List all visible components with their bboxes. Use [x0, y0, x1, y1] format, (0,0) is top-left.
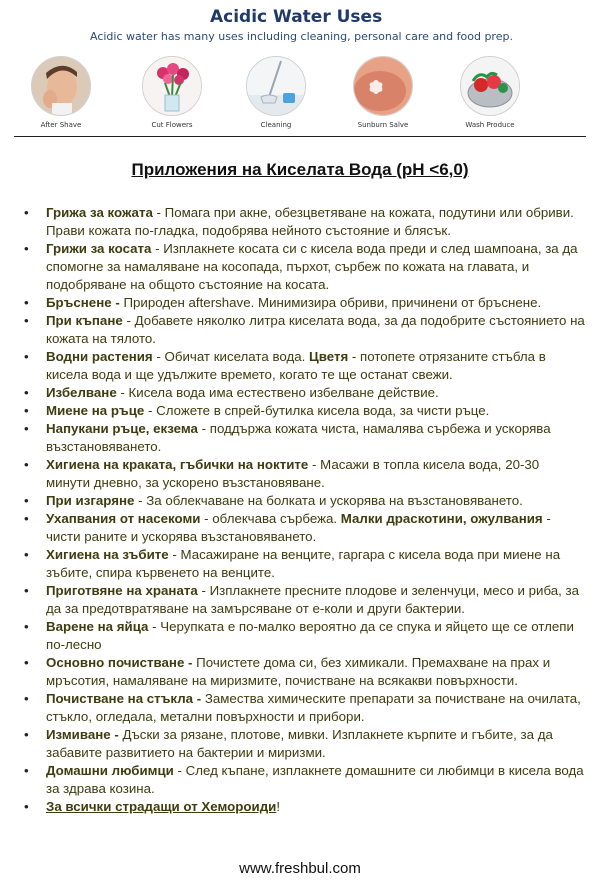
document-title: Приложения на Киселата Вода (pH <6,0)	[131, 160, 469, 179]
item-text: - Масажи в топла кисела вода, 20-30 минути дневно, за ускорено възстановяване.	[46, 457, 540, 490]
category-cleaning	[228, 56, 324, 129]
item-heading: Хигиена на зъбите	[46, 547, 169, 562]
list-item	[20, 384, 586, 402]
list-item	[20, 762, 586, 798]
cleaning-mop-icon	[246, 56, 306, 116]
item-subheading: Малки драскотини, ожулвания	[340, 511, 543, 526]
category-after-shave	[13, 56, 109, 129]
list-item	[20, 402, 586, 420]
item-heading: Миене на ръце	[46, 403, 145, 418]
item-heading: Избелване	[46, 385, 117, 400]
list-item	[20, 510, 586, 546]
list-item	[20, 312, 586, 348]
list-item	[20, 726, 586, 762]
item-text: - поддържа кожата чиста, намалява сърбежа и ускорява възстановяването.	[46, 421, 551, 454]
item-heading: Грижи за косата	[46, 241, 152, 256]
item-text: Замества химическите препарати за почистване на очилата, стъкло, огледала, метални повърхности и прибори.	[46, 691, 581, 724]
category-label: Wash Produce	[465, 121, 515, 129]
item-heading: Хигиена на краката, гъбички на ноктите	[46, 457, 309, 472]
sunburn-shoulder-icon	[353, 56, 413, 116]
category-label: Cleaning	[260, 121, 292, 129]
item-text: Почистете дома си, без химикали. Премахване на прах и мръсотия, намаляване на миризмите, почистване на всякакви повърхности.	[46, 655, 551, 688]
item-heading: Ухапвания от насекоми	[46, 511, 201, 526]
item-text: - Изплакнете пресните плодове и зеленчуци, месо и риба, за да за предотвратяване на замърсяване от е-коли и други бактерии.	[46, 583, 580, 616]
list-item	[20, 618, 586, 654]
item-text: Дъски за рязане, плотове, мивки. Изплакнете кърпите и гъбите, за да забавите развитието на бактерии и миризми.	[46, 727, 553, 760]
item-heading: Приготвяне на храната	[46, 583, 198, 598]
item-text: - Кисела вода има естествено избелване действие.	[116, 385, 439, 400]
item-heading: При къпане	[46, 313, 123, 328]
item-punctuation: !	[276, 799, 281, 814]
item-heading: Напукани ръце, екзема	[46, 421, 198, 436]
flowers-vase-icon	[142, 56, 202, 116]
category-label: After Shave	[40, 121, 82, 129]
footer-url[interactable]: www.freshbul.com	[239, 860, 361, 877]
list-item	[20, 348, 586, 384]
category-wash-produce	[442, 56, 538, 129]
list-item	[20, 240, 586, 294]
item-heading: При изгаряне	[46, 493, 135, 508]
banner	[0, 0, 600, 140]
item-text: - За облекчаване на болката и ускорява на възстановяването.	[134, 493, 523, 508]
item-heading: Бръснене -	[46, 295, 120, 310]
item-heading: Грижа за кожата	[46, 205, 153, 220]
banner-divider	[14, 136, 586, 137]
list-item-hemorrhoids	[20, 798, 586, 816]
category-label: Cut Flowers	[151, 121, 193, 129]
list-item	[20, 294, 586, 312]
item-heading: Основно почистване -	[46, 655, 193, 670]
item-text: - Масажиране на венците, гаргара с кисела вода при миене на зъбите, спира кървенето на венците.	[46, 547, 561, 580]
list-item	[20, 690, 586, 726]
item-heading: Водни растения	[46, 349, 153, 364]
category-label: Sunburn Salve	[357, 121, 409, 129]
item-heading: Измиване -	[46, 727, 119, 742]
category-sunburn-salve	[335, 56, 431, 129]
item-text: - Черупката е по-малко вероятно да се спука и яйцето ще се отлепи по-лесно	[46, 619, 574, 652]
list-item	[20, 582, 586, 618]
item-text: - Добавете няколко литра киселата вода, за да подобрите състоянието на кожата на тялото.	[46, 313, 585, 346]
item-text: - Помага при акне, обезцветяване на кожата, подутини или обриви. Прави кожата по-гладка, подобрява нейното състояние и блясък.	[46, 205, 574, 238]
item-text: - Сложете в спрей-бутилка кисела вода, за чисти ръце.	[144, 403, 490, 418]
shaving-man-icon	[31, 56, 91, 116]
item-text: - Обичат киселата вода.	[152, 349, 310, 364]
category-cut-flowers	[124, 56, 220, 129]
item-subheading: Цветя	[309, 349, 349, 364]
list-item	[20, 420, 586, 456]
item-text: - Изплакнете косата си с кисела вода преди и след шампоана, за да спомогне за намаляване на косопада, пърхот, сърбеж по кожата на главата, и подобряване на общото състояние на косата.	[46, 241, 578, 292]
item-heading: Домашни любимци	[46, 763, 174, 778]
list-item	[20, 456, 586, 492]
item-text: - чисти раните и ускорява възстановяването.	[46, 511, 551, 544]
hemorrhoids-link[interactable]: За всички страдащи от Хемороиди	[46, 799, 277, 814]
uses-list	[20, 204, 586, 816]
item-heading: Почистване на стъкла -	[46, 691, 202, 706]
item-text: - потопете отрязаните стъбла в кисела вода и ще удължите времето, когато те ще останат свежи.	[46, 349, 546, 382]
item-text: Природен aftershave. Минимизира обриви, причинени от бръснене.	[119, 295, 542, 310]
list-item	[20, 204, 586, 240]
item-text: - облекчава сърбежа.	[200, 511, 341, 526]
list-item	[20, 492, 586, 510]
list-item	[20, 546, 586, 582]
list-item	[20, 654, 586, 690]
vegetables-colander-icon	[460, 56, 520, 116]
banner-subtitle: Acidic water has many uses including cleaning, personal care and food prep.	[90, 30, 513, 43]
item-heading: Варене на яйца	[46, 619, 149, 634]
item-text: - След къпане, изплакнете домашните си любимци в кисела вода за здрава козина.	[46, 763, 584, 796]
banner-title: Acidic Water Uses	[210, 7, 383, 27]
